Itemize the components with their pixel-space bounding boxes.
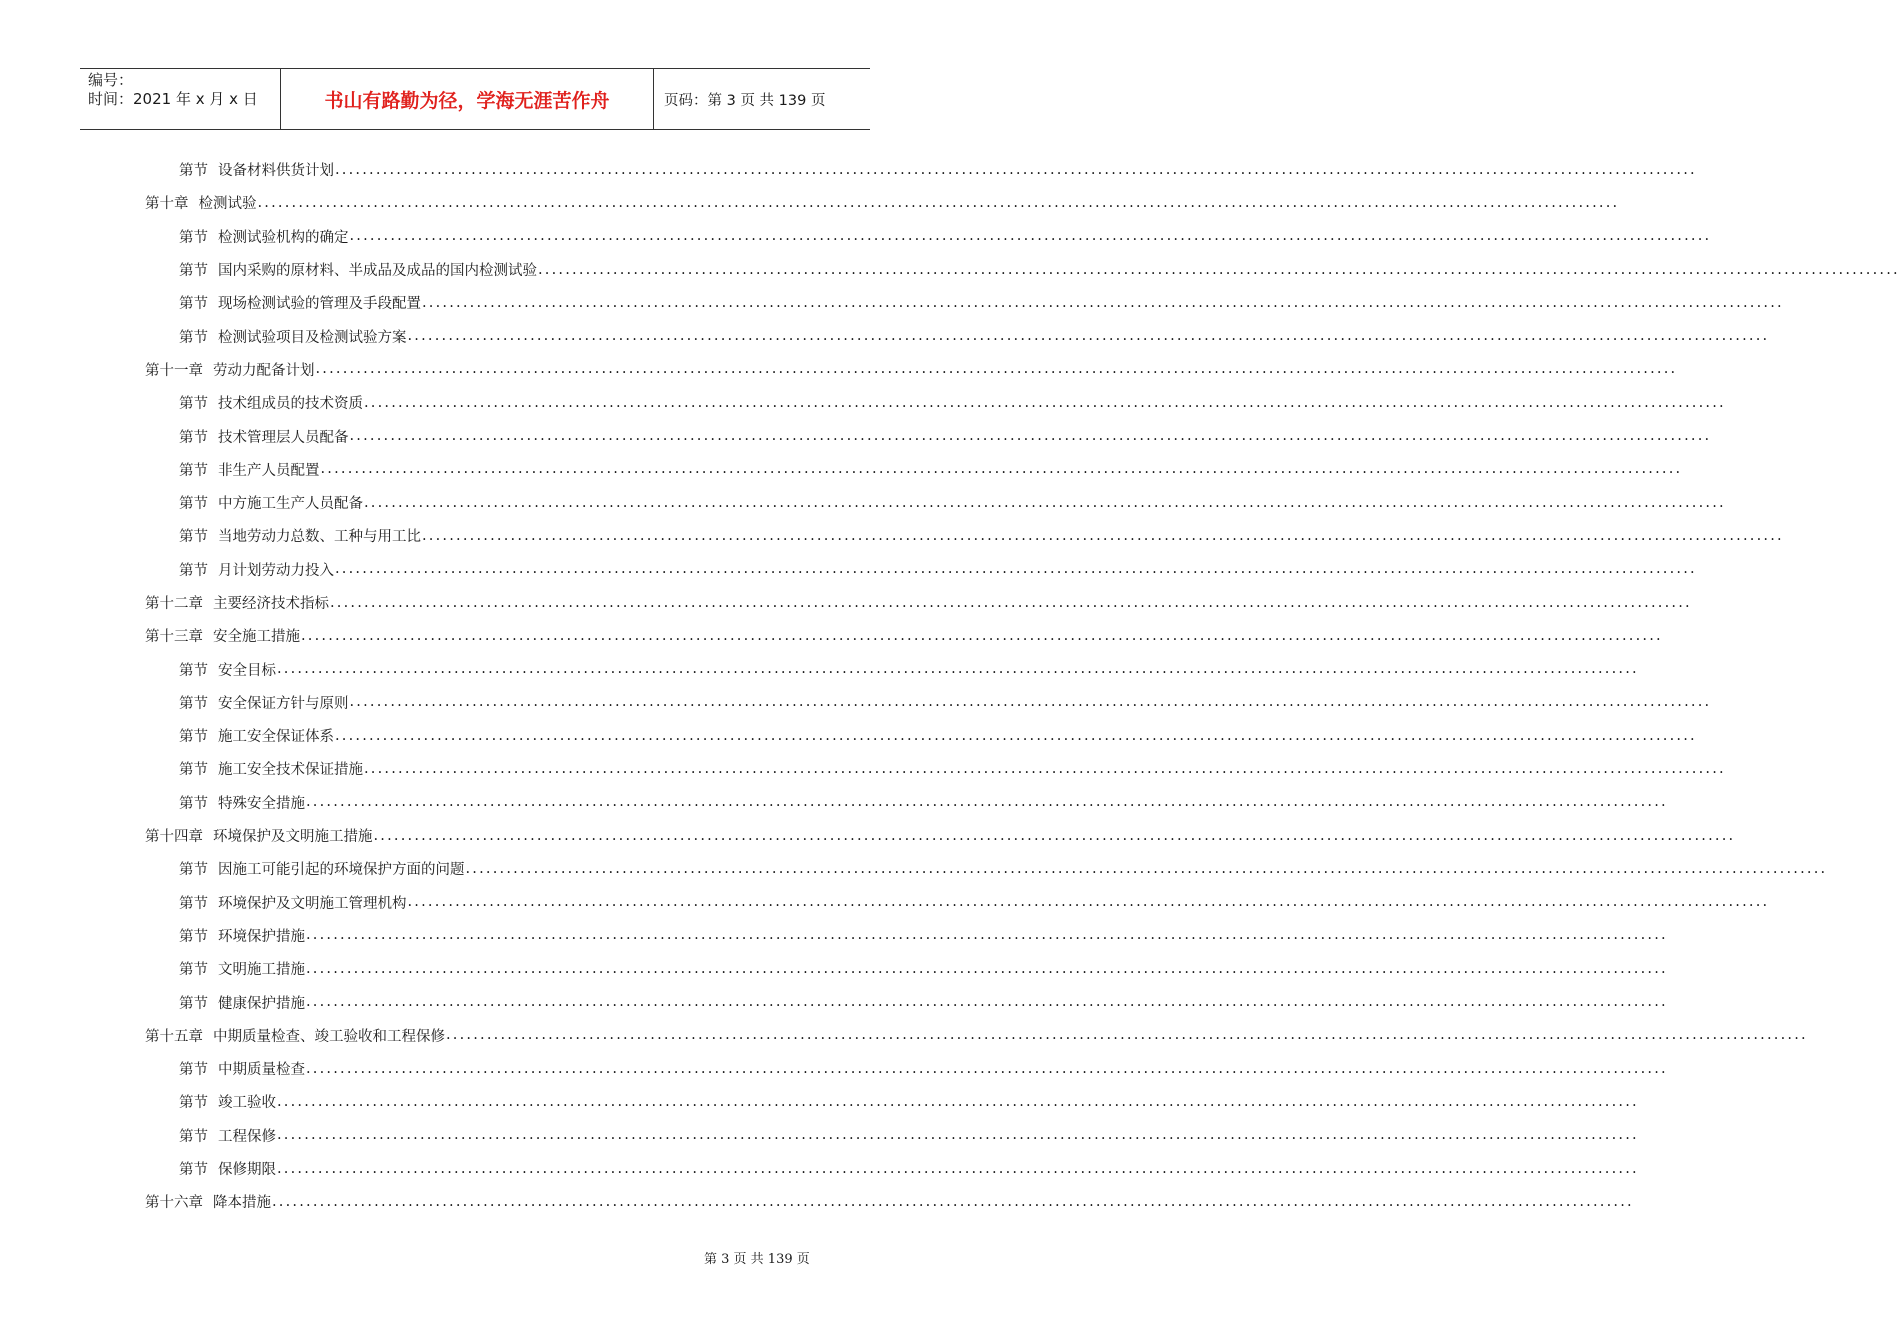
toc-title: 当地劳动力总数、工种与用工比 (218, 529, 421, 546)
toc-title: 环境保护措施 (218, 928, 305, 945)
toc-dot-leader: ........................................................................................................................................................................................................ (364, 760, 1726, 777)
toc-label: 第节 (179, 695, 208, 712)
toc-dot-leader: ........................................................................................................................................................................................................ (407, 894, 1770, 911)
toc-section-row[interactable] (0, 386, 1726, 419)
toc-dot-leader: ........................................................................................................................................................................................................ (320, 461, 1683, 478)
toc-title: 技术组成员的技术资质 (218, 396, 363, 413)
toc-label: 第节 (179, 662, 208, 679)
toc-section-row[interactable] (0, 1152, 1639, 1185)
toc-dot-leader: ........................................................................................................................................................................................................ (364, 394, 1726, 411)
toc-section-row[interactable] (0, 453, 1683, 486)
toc-label: 第节 (179, 1095, 208, 1112)
toc-dot-leader: ........................................................................................................................................................................................................ (349, 428, 1712, 445)
toc-label: 第节 (179, 496, 208, 513)
toc-section-row[interactable] (0, 919, 1668, 952)
page-footer: 第 3 页 共 139 页 (704, 1252, 810, 1267)
toc-section-row[interactable] (0, 719, 1697, 752)
toc-label: 第十三章 (145, 629, 203, 646)
toc-title: 文明施工措施 (218, 962, 305, 979)
toc-label: 第节 (179, 462, 208, 479)
toc-dot-leader: ........................................................................................................................................................................................................ (257, 194, 1620, 211)
toc-title: 中期质量检查、竣工验收和工程保修 (213, 1028, 445, 1045)
toc-section-row[interactable] (0, 253, 1900, 286)
toc-title: 检测试验 (198, 196, 257, 213)
toc-label: 第节 (179, 296, 208, 313)
toc-title: 安全目标 (218, 662, 276, 679)
toc-section-row[interactable] (0, 419, 1712, 452)
toc-label: 第节 (179, 1062, 208, 1079)
toc-section-row[interactable] (0, 952, 1668, 985)
toc-label: 第十六章 (145, 1195, 203, 1212)
toc-title: 国内采购的原材料、半成品及成品的国内检测试验 (218, 263, 537, 280)
toc-label: 第节 (179, 928, 208, 945)
toc-chapter-row[interactable] (0, 619, 1663, 652)
toc-dot-leader: ........................................................................................................................................................................................................ (306, 1060, 1668, 1077)
toc-label: 第节 (179, 529, 208, 546)
toc-chapter-row[interactable] (0, 353, 1678, 386)
serial-label: 编号： (88, 71, 134, 89)
toc-label: 第节 (179, 1162, 208, 1179)
toc-dot-leader: ........................................................................................................................................................................................................ (277, 1160, 1639, 1177)
toc-section-row[interactable] (0, 686, 1712, 719)
toc-title: 施工安全技术保证措施 (218, 762, 363, 779)
toc-label: 第节 (179, 729, 208, 746)
toc-title: 特殊安全措施 (218, 795, 305, 812)
toc-section-row[interactable] (0, 1052, 1668, 1085)
header-meta (80, 69, 281, 129)
toc-section-row[interactable] (0, 886, 1770, 919)
table-of-contents (0, 153, 1900, 1219)
toc-label: 第节 (179, 962, 208, 979)
toc-dot-leader: ........................................................................................................................................................................................................ (306, 927, 1668, 944)
toc-dot-leader: ........................................................................................................................................................................................................ (306, 960, 1668, 977)
toc-dot-leader: ........................................................................................................................................................................................................ (373, 827, 1736, 844)
toc-dot-leader: ........................................................................................................................................................................................................ (465, 860, 1828, 877)
toc-title: 工程保修 (218, 1128, 276, 1145)
toc-dot-leader: ........................................................................................................................................................................................................ (335, 561, 1697, 578)
toc-dot-leader: ........................................................................................................................................................................................................ (407, 328, 1770, 345)
toc-title: 技术管理层人员配备 (218, 429, 349, 446)
toc-section-row[interactable] (0, 752, 1726, 785)
toc-label: 第节 (179, 396, 208, 413)
date-label: 时间：2021 年 x 月 x 日 (88, 90, 258, 108)
toc-label: 第节 (179, 562, 208, 579)
toc-section-row[interactable] (0, 286, 1784, 319)
toc-dot-leader: ........................................................................................................................................................................................................ (538, 261, 1900, 278)
toc-label: 第节 (179, 429, 208, 446)
toc-dot-leader: ........................................................................................................................................................................................................ (277, 1127, 1639, 1144)
toc-dot-leader: ........................................................................................................................................................................................................ (306, 794, 1668, 811)
toc-dot-leader: ........................................................................................................................................................................................................ (277, 661, 1639, 678)
toc-title: 月计划劳动力投入 (218, 562, 334, 579)
toc-dot-leader: ........................................................................................................................................................................................................ (306, 994, 1668, 1011)
toc-dot-leader: ........................................................................................................................................................................................................ (335, 161, 1697, 178)
toc-section-row[interactable] (0, 486, 1726, 519)
toc-title: 安全施工措施 (213, 629, 300, 646)
toc-title: 环境保护及文明施工管理机构 (218, 895, 407, 912)
toc-title: 保修期限 (218, 1162, 276, 1179)
toc-label: 第十五章 (145, 1028, 203, 1045)
toc-label: 第节 (179, 163, 208, 180)
toc-dot-leader: ........................................................................................................................................................................................................ (301, 627, 1663, 644)
toc-label: 第十章 (145, 196, 189, 213)
toc-label: 第节 (179, 329, 208, 346)
toc-title: 检测试验项目及检测试验方案 (218, 329, 407, 346)
toc-dot-leader: ........................................................................................................................................................................................................ (422, 294, 1784, 311)
toc-section-row[interactable] (0, 652, 1639, 685)
toc-label: 第节 (179, 762, 208, 779)
toc-dot-leader: ........................................................................................................................................................................................................ (446, 1027, 1808, 1044)
toc-label: 第节 (179, 862, 208, 879)
toc-section-row[interactable] (0, 786, 1668, 819)
toc-dot-leader: ........................................................................................................................................................................................................ (272, 1193, 1634, 1210)
page-header (80, 68, 870, 130)
toc-label: 第十二章 (145, 596, 203, 612)
toc-section-row[interactable] (0, 153, 1697, 186)
toc-title: 中期质量检查 (218, 1062, 305, 1079)
header-page-info: 页码：第 3 页 共 139 页 (664, 92, 826, 109)
toc-title: 施工安全保证体系 (218, 729, 334, 746)
toc-label: 第节 (179, 895, 208, 912)
toc-title: 中方施工生产人员配备 (218, 496, 363, 513)
toc-dot-leader: ........................................................................................................................................................................................................ (277, 1093, 1639, 1110)
toc-chapter-row[interactable] (0, 1185, 1634, 1218)
toc-title: 主要经济技术指标 (213, 596, 329, 612)
toc-title: 因施工可能引起的环境保护方面的问题 (218, 862, 465, 879)
toc-label: 第节 (179, 995, 208, 1012)
toc-title: 劳动力配备计划 (213, 362, 315, 379)
toc-dot-leader: ........................................................................................................................................................................................................ (364, 494, 1726, 511)
toc-dot-leader: ........................................................................................................................................................................................................ (349, 694, 1712, 711)
toc-section-row[interactable] (0, 1085, 1639, 1118)
toc-section-row[interactable] (0, 852, 1828, 885)
toc-title: 健康保护措施 (218, 995, 305, 1012)
toc-title: 竣工验收 (218, 1095, 276, 1112)
toc-label: 第节 (179, 795, 208, 812)
toc-section-row[interactable] (0, 985, 1668, 1018)
toc-title: 设备材料供货计划 (218, 163, 334, 180)
toc-chapter-row[interactable] (0, 819, 1736, 852)
toc-chapter-row[interactable] (0, 186, 1620, 219)
toc-title: 降本措施 (213, 1195, 271, 1212)
toc-dot-leader: ........................................................................................................................................................................................................ (330, 594, 1692, 611)
toc-label: 第十四章 (145, 829, 203, 846)
toc-section-row[interactable] (0, 519, 1784, 552)
toc-title: 安全保证方针与原则 (218, 695, 349, 712)
toc-title: 现场检测试验的管理及手段配置 (218, 296, 421, 313)
toc-label: 第十一章 (145, 362, 203, 379)
toc-label: 第节 (179, 1128, 208, 1145)
toc-label: 第节 (179, 263, 208, 280)
toc-section-row[interactable] (0, 1119, 1639, 1152)
toc-dot-leader: ........................................................................................................................................................................................................ (349, 228, 1712, 245)
toc-title: 检测试验机构的确定 (218, 229, 349, 246)
toc-chapter-row[interactable] (0, 1019, 1808, 1052)
header-motto: 书山有路勤为径，学海无涯苦作舟 (281, 69, 654, 129)
toc-dot-leader: ........................................................................................................................................................................................................ (422, 527, 1784, 544)
toc-title: 非生产人员配置 (218, 462, 320, 479)
toc-section-row[interactable] (0, 220, 1712, 253)
toc-label: 第节 (179, 229, 208, 246)
toc-chapter-row[interactable] (0, 586, 1692, 619)
toc-title: 环境保护及文明施工措施 (213, 829, 373, 846)
toc-section-row[interactable] (0, 319, 1770, 352)
toc-dot-leader: ........................................................................................................................................................................................................ (315, 361, 1678, 378)
toc-dot-leader: ........................................................................................................................................................................................................ (335, 727, 1697, 744)
toc-section-row[interactable] (0, 553, 1697, 586)
